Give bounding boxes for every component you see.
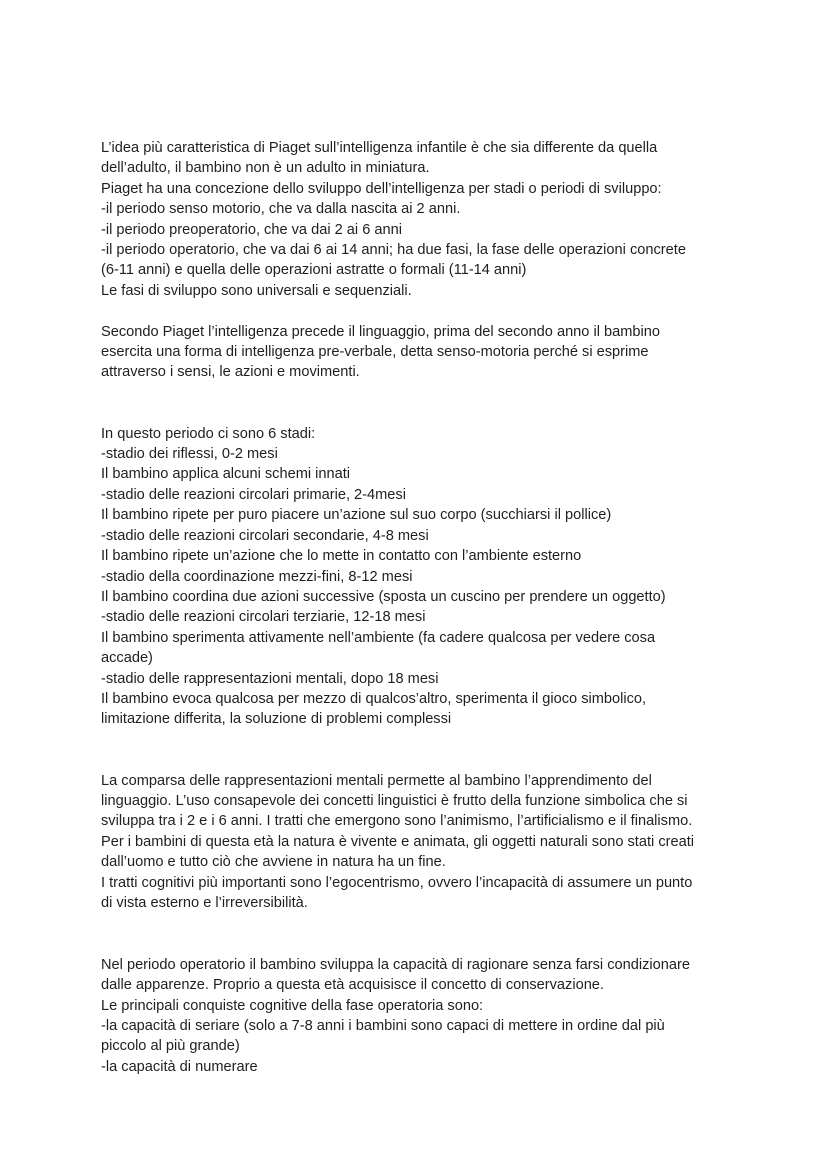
paragraph-spacer	[101, 730, 741, 771]
text-line: Le principali conquiste cognitive della fase operatoria sono:	[101, 997, 484, 1014]
text-line: -stadio delle rappresentazioni mentali, dopo 18 mesi	[101, 670, 439, 687]
text-line: -il periodo preoperatorio, che va dai 2 ai 6 anni	[101, 221, 402, 238]
text-line: Il bambino sperimenta attivamente nell’ambiente (fa cadere qualcosa per vedere cosa	[101, 629, 656, 646]
paragraph-intro	[101, 138, 741, 301]
document-body	[101, 138, 741, 1077]
text-line: -stadio delle reazioni circolari secondarie, 4-8 mesi	[101, 527, 429, 544]
text-line: Il bambino evoca qualcosa per mezzo di qualcos’altro, sperimenta il gioco simbolico,	[101, 690, 647, 707]
text-line: piccolo al più grande)	[101, 1038, 240, 1055]
text-line: Il bambino applica alcuni schemi innati	[101, 466, 351, 483]
text-line: Il bambino coordina due azioni successive (sposta un cuscino per prendere un oggetto)	[101, 588, 666, 605]
text-line: -stadio delle reazioni circolari terziarie, 12-18 mesi	[101, 609, 426, 626]
paragraph-spacer	[101, 913, 741, 954]
text-line: linguaggio. L’uso consapevole dei concetti linguistici è frutto della funzione simbolica che si	[101, 792, 688, 809]
text-line: Secondo Piaget l’intelligenza precede il linguaggio, prima del secondo anno il bambino	[101, 323, 660, 340]
text-line: Nel periodo operatorio il bambino sviluppa la capacità di ragionare senza farsi condizionare	[101, 956, 690, 973]
text-line: -stadio dei riflessi, 0-2 mesi	[101, 446, 278, 463]
text-line: dell’adulto, il bambino non è un adulto in miniatura.	[101, 160, 430, 177]
text-line: attraverso i sensi, le azioni e movimenti.	[101, 364, 360, 381]
paragraph-intelligence-language	[101, 322, 741, 383]
text-line: Piaget ha una concezione dello sviluppo dell’intelligenza per stadi o periodi di sviluppo:	[101, 180, 662, 197]
text-line: sviluppa tra i 2 e i 6 anni. I tratti che emergono sono l’animismo, l’artificialismo e il finalismo.	[101, 813, 693, 830]
paragraph-spacer	[101, 301, 741, 321]
paragraph-sensorimotor-stages	[101, 424, 741, 730]
text-line: In questo periodo ci sono 6 stadi:	[101, 425, 316, 442]
paragraph-spacer	[101, 383, 741, 424]
text-line: Per i bambini di questa età la natura è vivente e animata, gli oggetti naturali sono stati creati	[101, 833, 695, 850]
text-line: limitazione differita, la soluzione di problemi complessi	[101, 711, 452, 728]
text-line: -stadio delle reazioni circolari primarie, 2-4mesi	[101, 486, 406, 503]
text-line: dall’uomo e tutto ciò che avviene in natura ha un fine.	[101, 854, 446, 871]
text-line: accade)	[101, 650, 153, 667]
text-line: -la capacità di numerare	[101, 1058, 258, 1075]
text-line: L’idea più caratteristica di Piaget sull’intelligenza infantile è che sia differente da quella	[101, 140, 658, 156]
text-line: (6-11 anni) e quella delle operazioni astratte o formali (11-14 anni)	[101, 262, 527, 279]
text-line: -stadio della coordinazione mezzi-fini, 8-12 mesi	[101, 568, 413, 585]
paragraph-operational-period	[101, 955, 741, 1077]
text-line: dalle apparenze. Proprio a questa età acquisisce il concetto di conservazione.	[101, 977, 604, 994]
text-line: I tratti cognitivi più importanti sono l’egocentrismo, ovvero l’incapacità di assumere un punto	[101, 874, 693, 891]
text-line: di vista esterno e l’irreversibilità.	[101, 894, 308, 911]
text-line: Le fasi di sviluppo sono universali e sequenziali.	[101, 282, 412, 299]
text-line: -la capacità di seriare (solo a 7-8 anni i bambini sono capaci di mettere in ordine dal più	[101, 1018, 665, 1034]
text-line: La comparsa delle rappresentazioni mentali permette al bambino l’apprendimento del	[101, 772, 652, 789]
text-line: esercita una forma di intelligenza pre-verbale, detta senso-motoria perché si esprime	[101, 344, 649, 361]
paragraph-mental-representations	[101, 771, 741, 914]
text-line: Il bambino ripete un’azione che lo mette in contatto con l’ambiente esterno	[101, 548, 582, 565]
text-line: Il bambino ripete per puro piacere un’azione sul suo corpo (succhiarsi il pollice)	[101, 507, 612, 524]
text-line: -il periodo operatorio, che va dai 6 ai 14 anni; ha due fasi, la fase delle operazioni concrete	[101, 242, 686, 259]
text-line: -il periodo senso motorio, che va dalla nascita ai 2 anni.	[101, 201, 461, 218]
